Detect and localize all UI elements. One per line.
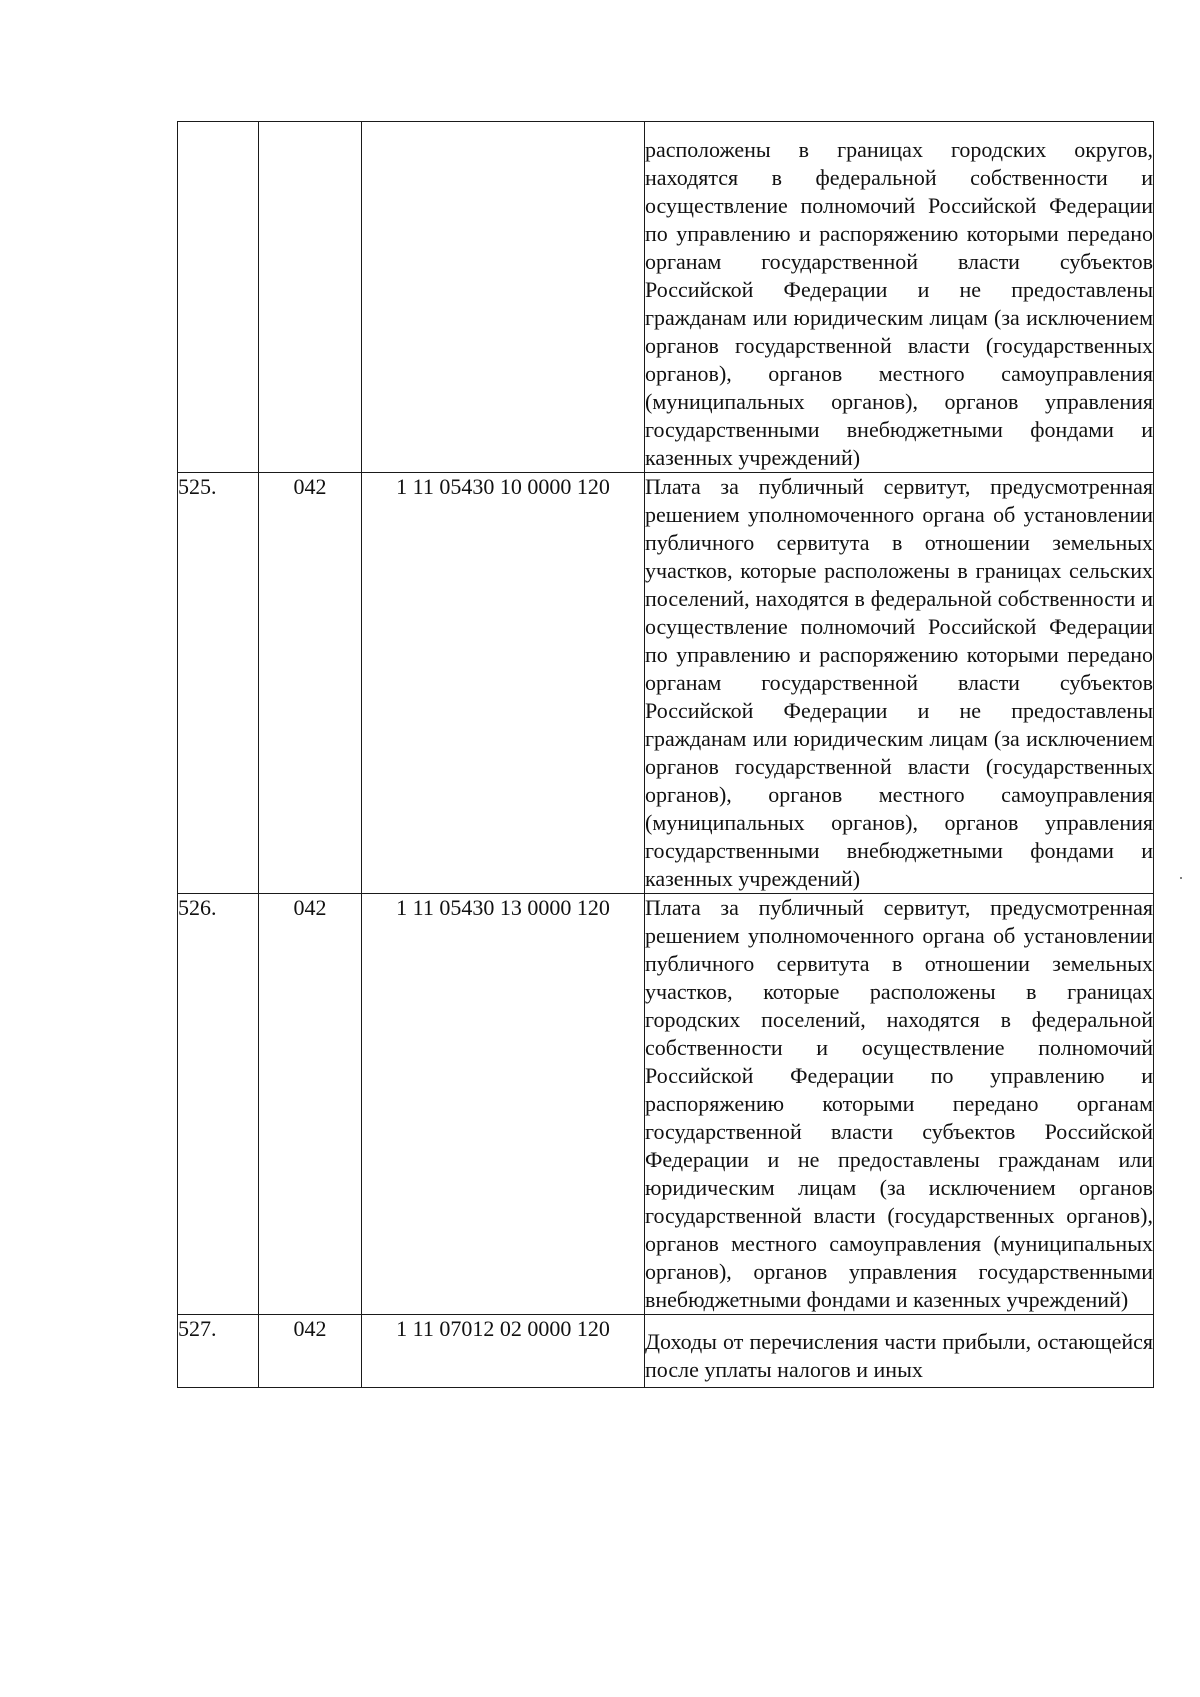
revenue-code-cell: 1 11 05430 10 0000 120 bbox=[362, 473, 645, 894]
revenue-code-cell: 1 11 05430 13 0000 120 bbox=[362, 894, 645, 1315]
agency-code-cell: 042 bbox=[259, 1315, 362, 1388]
row-number-cell: 525. bbox=[178, 473, 259, 894]
row-number-cell: 526. bbox=[178, 894, 259, 1315]
revenue-code-cell bbox=[362, 122, 645, 473]
description-cell bbox=[645, 894, 1154, 1315]
description-cell bbox=[645, 473, 1154, 894]
table-row bbox=[178, 1315, 1154, 1388]
table-row bbox=[178, 894, 1154, 1315]
description-text: Доходы от перечисления части прибыли, остающейся после уплаты налогов и иных bbox=[645, 1329, 1153, 1382]
agency-code-cell bbox=[259, 122, 362, 473]
description-cell bbox=[645, 1315, 1154, 1388]
description-text: Плата за публичный сервитут, предусмотренная решением уполномоченного органа об установлении публичного сервитута в отношении земельных участков, которые расположены в границах сельских поселений, находятся в федеральной собственности и осуществление полномочий Российской Федерации по управлению и распоряжению которыми передано органам государственной власти субъектов Российской Федерации и не предоставлены гражданам или юридическим лицам (за исключением органов государственной власти (государственных органов), органов местного самоуправления (муниципальных органов), органов управления государственными внебюджетными фондами и казенных учреждений) bbox=[645, 474, 1153, 891]
description-text: расположены в границах городских округов, находятся в федеральной собственности и осуществление полномочий Российской Федерации по управлению и распоряжению которыми передано органам государственной власти субъектов Российской Федерации и не предоставлены гражданам или юридическим лицам (за исключением органов государственной власти (государственных органов), органов местного самоуправления (муниципальных органов), органов управления государственными внебюджетными фондами и казенных учреждений) bbox=[645, 137, 1153, 470]
table-row bbox=[178, 473, 1154, 894]
description-text: Плата за публичный сервитут, предусмотренная решением уполномоченного органа об установлении публичного сервитута в отношении земельных участков, которые расположены в границах городских поселений, находятся в федеральной собственности и осуществление полномочий Российской Федерации по управлению и распоряжению которыми передано органам государственной власти субъектов Российской Федерации и не предоставлены гражданам или юридическим лицам (за исключением органов государственной власти (государственных органов), органов местного самоуправления (муниципальных органов), органов управления государственными внебюджетными фондами и казенных учреждений) bbox=[645, 895, 1153, 1312]
agency-code-cell: 042 bbox=[259, 894, 362, 1315]
scan-speck bbox=[1180, 877, 1182, 879]
agency-code-cell: 042 bbox=[259, 473, 362, 894]
revenue-code-cell: 1 11 07012 02 0000 120 bbox=[362, 1315, 645, 1388]
row-number-cell bbox=[178, 122, 259, 473]
revenue-codes-table bbox=[177, 121, 1154, 1388]
row-number-cell: 527. bbox=[178, 1315, 259, 1388]
table-row bbox=[178, 122, 1154, 473]
description-cell bbox=[645, 122, 1154, 473]
